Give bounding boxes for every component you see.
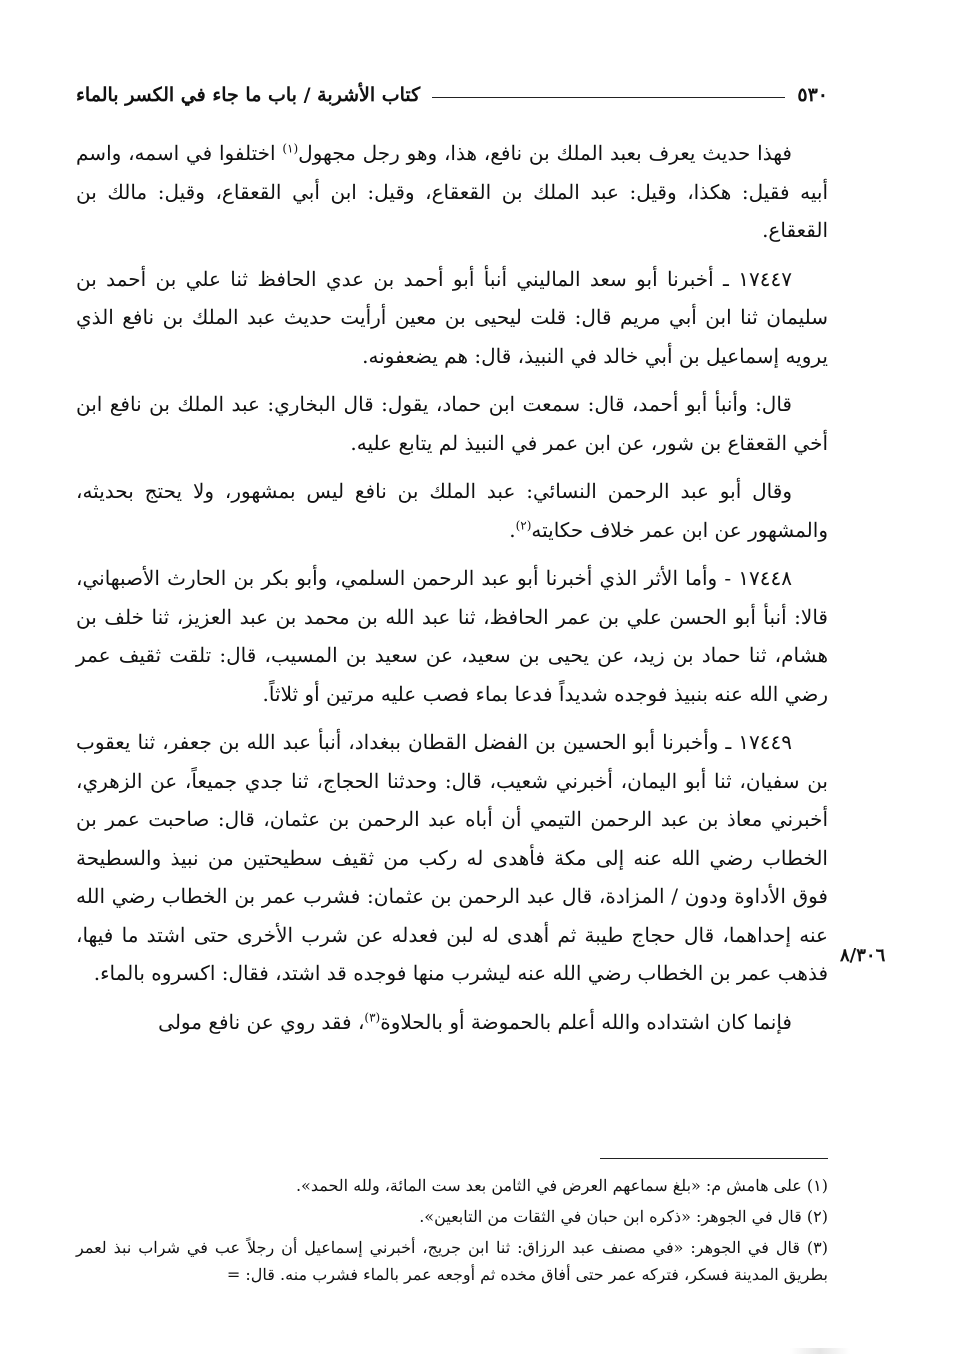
paragraph: وقال أبو عبد الرحمن النسائي: عبد الملك بن نافع ليس بمشهور، ولا يحتج بحديثه، والمشهور عن ابن عمر خلاف حكايته$^{(٢)}$. <box>76 479 828 542</box>
footnote-marker[interactable]: (١) <box>282 141 299 156</box>
paragraph: قال: وأنبأ أبو أحمد، قال: سمعت ابن حماد، يقول: قال البخاري: عبد الملك بن نافع ابن أخي القعقاع بن شور، عن ابن عمر في النبيذ لم يتابع عليه. <box>76 392 828 455</box>
scan-smudge <box>790 1348 850 1354</box>
chapter-title: كتاب الأشربة / باب ما جاء في الكسر بالماء <box>76 84 421 106</box>
footnote-separator <box>600 1158 828 1159</box>
paragraph: ١٧٤٤٩ ـ وأخبرنا أبو الحسين بن الفضل القطان ببغداد، أنبأ عبد الله بن جعفر، ثنا يعقوب بن سفيان، ثنا أبو اليمان، أخبرني شعيب، قال: وحدثنا الحجاج، ثنا جدي جميعاً، عن الزهري، أخبرني معاذ بن عبد الرحمن التيمي أن أباه عبد الرحمن بن عثمان، قال: صاحبت عمر بن الخطاب رضي الله عنه إلى مكة فأهدى له ركب من ثقيف سطيحتين من نبيذ والسطيحة فوق الأداوة ودون / المزادة، قال عبد الرحمن بن عثمان: فشرب عمر بن الخطاب رضي الله عنه إحداهما، قال حجاج طيبة ثم أهدى له لبن فعدله عن شرب الأخرى حتى اشتد ما فيها، فذهب عمر بن الخطاب رضي الله عنه ليشرب منها فوجده قد اشتد، فقال: اكسروه بالماء. <box>76 730 829 985</box>
footnote: (١) على هامش م: «بلغ سماعهم العرض في الثامن بعد ست المائة، ولله الحمد». <box>295 1176 828 1195</box>
paragraph: فإنما كان اشتداده والله أعلم بالحموضة أو بالحلاوة$^{(٣)}$، فقد روي عن نافع مولى <box>158 1009 792 1034</box>
page-number: ٥٣٠ <box>797 84 828 106</box>
footnote-marker[interactable]: (٣) <box>364 1009 381 1024</box>
paragraph: فهذا حديث يعرف بعبد الملك بن نافع، هذا، وهو رجل مجهول$^{(١)}$ اختلفوا في اسمه، واسم أبيه فقيل: هكذا، وقيل: عبد الملك بن القعقاع، وقيل: ابن أبي القعقاع، وقيل: مالك بن القعقاع. <box>76 141 828 242</box>
footnote: (٢) قال في الجوهر: «ذكره ابن حبان في الثقات من التابعين». <box>419 1207 828 1226</box>
header-rule <box>432 97 785 98</box>
paragraph: ١٧٤٤٨ - وأما الأثر الذي أخبرنا أبو عبد الرحمن السلمي، وأبو بكر بن الحارث الأصبهاني، قالا: أنبأ أبو الحسن علي بن عمر الحافظ، ثنا عبد الله بن محمد بن عبد العزيز، ثنا خلف بن هشام، ثنا حماد بن زيد، عن يحيى بن سعيد، عن سعيد بن المسيب، قال: تلقت ثقيف عمر رضي الله عنه بنبيذ فوجده شديداً فدعا بماء فصب عليه مرتين أو ثلاثاً. <box>76 566 828 706</box>
footnote: (٣) قال في الجوهر: «في مصنف عبد الرزاق: ثنا ابن جريج، أخبرني إسماعيل أن رجلاً عب في شراب نبذ لعمر بطريق المدينة فسكر، فتركه عمر حتى أفاق مخده ثم أوجعه عمر بالماء فشرب منه. قال: = <box>76 1238 828 1284</box>
running-header <box>76 84 828 106</box>
margin-reference: ٨/٣٠٦ <box>840 945 886 966</box>
main-text <box>76 134 828 1051</box>
footnote-marker[interactable]: (٢) <box>515 517 532 532</box>
footnotes <box>76 1172 828 1292</box>
paragraph: ١٧٤٤٧ ـ أخبرنا أبو سعد الماليني أنبأ أبو أحمد بن عدي الحافظ ثنا علي بن أحمد بن سليمان ثنا ابن أبي مريم قال: قلت ليحيى بن معين أرأيت حديث عبد الملك بن نافع الذي يرويه إسماعيل بن أبي خالد في النبيذ، قال: هم يضعفونه. <box>76 266 828 368</box>
